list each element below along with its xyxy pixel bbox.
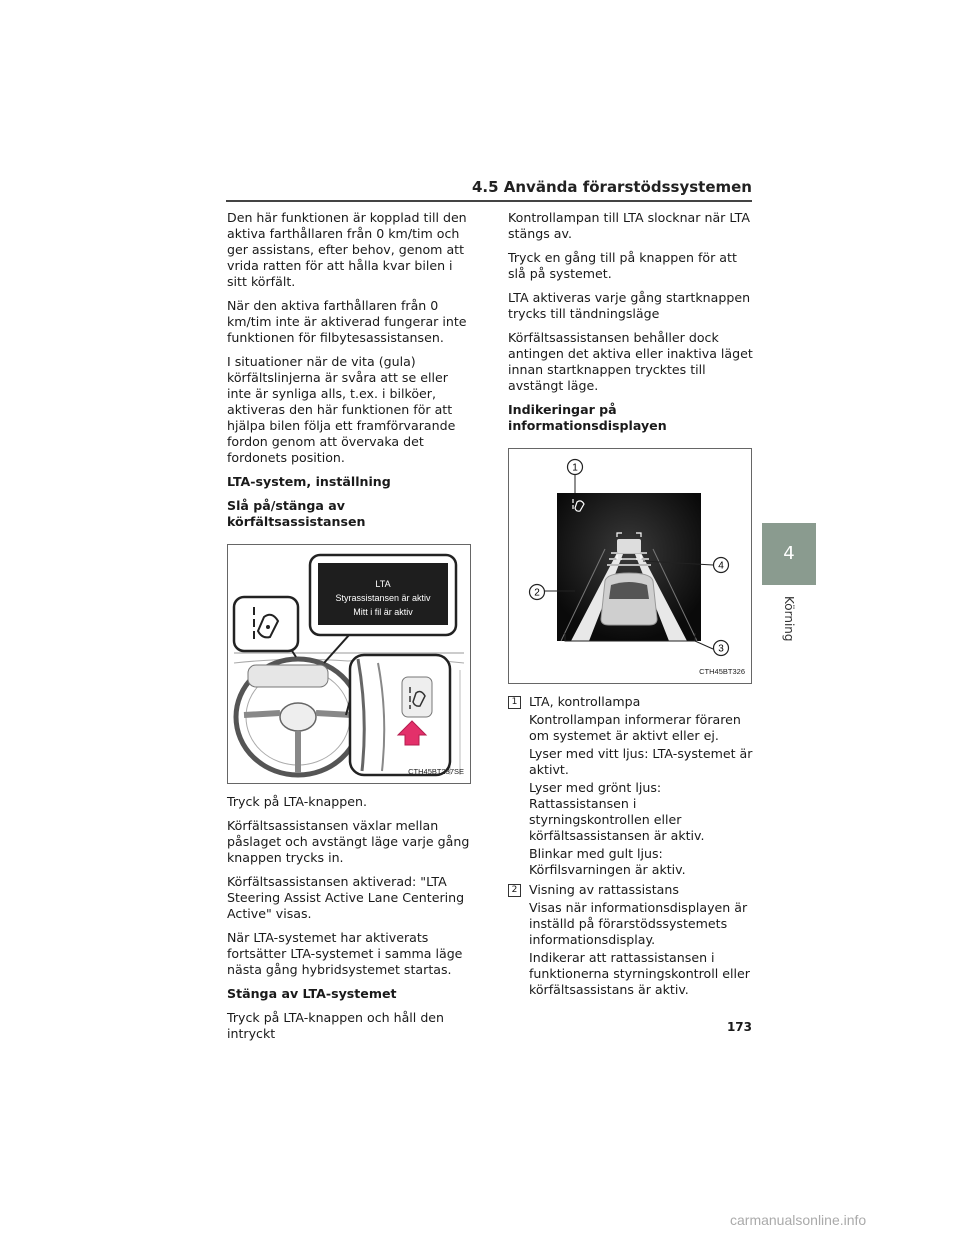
- figure-code: CTH45BT326: [699, 667, 745, 676]
- callout-line: Kontrollampan informerar föraren om systemet är aktivt eller ej.: [529, 712, 741, 743]
- paragraph-hold-button: Tryck på LTA-knappen och håll den intryckt: [227, 1010, 445, 1041]
- chapter-number: 4: [783, 543, 795, 564]
- callout-number: 2: [508, 884, 521, 897]
- chapter-label: [780, 596, 800, 656]
- chapter-label-text: Körning: [782, 596, 796, 642]
- heading-turn-off-lta: Stänga av LTA-systemet: [227, 986, 397, 1001]
- left-column: [227, 210, 473, 1050]
- paragraph-activated: Körfältsassistansen aktiverad: "LTA Steering Assist Active Lane Centering Active" visas.: [227, 874, 465, 921]
- marker-1: [568, 460, 583, 494]
- callout-line: Lyser med grönt ljus: Rattassistansen i styrningskontrollen eller körfältsassistansen är aktiv.: [529, 780, 705, 843]
- popup-title: LTA: [375, 579, 391, 589]
- callout-line: Visas när informationsdisplayen är inställd på förarstödssystemets informationsdisplay.: [529, 900, 748, 947]
- marker-1-label: 1: [572, 462, 578, 474]
- steering-wheel-figure: [227, 544, 471, 784]
- page-number: 173: [726, 1020, 752, 1034]
- marker-3-label: 3: [718, 643, 724, 655]
- marker-2-label: 2: [534, 587, 540, 599]
- figure-code: CTH45BT237SE: [408, 767, 464, 776]
- steering-wheel-illustration: [228, 545, 470, 783]
- callout-title: LTA, kontrollampa: [529, 694, 641, 709]
- heading-toggle-lta: Slå på/stänga av körfältsassistansen: [227, 498, 366, 529]
- paragraph-toggle: Körfältsassistansen växlar mellan påslaget och avstängt läge varje gång knappen trycks in.: [227, 818, 470, 865]
- paragraph-press-button: Tryck på LTA-knappen.: [227, 794, 367, 809]
- callout-line: Blinkar med gult ljus: Körfilsvarningen är aktiv.: [529, 846, 686, 877]
- paragraph-keeps-state: Körfältsassistansen behåller dock antingen det aktiva eller inaktiva läget innan startknappen trycktes till avstängt läge.: [508, 330, 753, 393]
- paragraph-turn-on-again: Tryck en gång till på knappen för att slå på systemet.: [508, 250, 737, 281]
- marker-4-label: 4: [718, 560, 724, 572]
- callout-line: Lyser med vitt ljus: LTA-systemet är aktivt.: [529, 746, 753, 777]
- callout-item-1: [508, 694, 754, 878]
- paragraph-lamp-off: Kontrollampan till LTA slocknar när LTA stängs av.: [508, 210, 750, 241]
- watermark: carmanualsonline.info: [730, 1212, 867, 1228]
- header-rule: [226, 200, 752, 202]
- heading-display-indications: Indikeringar på informationsdisplayen: [508, 402, 667, 433]
- popup-line-steering: Styrassistansen är aktiv: [335, 593, 431, 603]
- paragraph-lane-lines: I situationer när de vita (gula) körfältslinjerna är svåra att se eller inte är synliga alls, t.ex. i bilköer, aktiveras den här funktionen för att hjälpa bilen följa ett framförvarande fordon genom att övervaka det fordonets position.: [227, 354, 456, 465]
- paragraph-same-mode: När LTA-systemet har aktiverats fortsätter LTA-systemet i samma läge nästa gång hybridsystemet startas.: [227, 930, 463, 977]
- paragraph-activates-on-start: LTA aktiveras varje gång startknappen trycks till tändningsläge: [508, 290, 751, 321]
- info-display-illustration: [509, 449, 751, 683]
- right-column: [508, 210, 754, 1002]
- intro-paragraph: Den här funktionen är kopplad till den aktiva farthållaren från 0 km/tim och ger assistans, efter behov, genom att vrida ratten för att hålla kvar bilen i sitt körfält.: [227, 210, 467, 289]
- paragraph-inactive: När den aktiva farthållaren från 0 km/tim inte är aktiverad fungerar inte funktionen för filbytesassistansen.: [227, 298, 467, 345]
- heading-lta-settings: LTA-system, inställning: [227, 474, 391, 489]
- callout-number: 1: [508, 696, 521, 709]
- callout-item-2: [508, 882, 754, 998]
- info-display-figure: [508, 448, 752, 684]
- popup-line-center: Mitt i fil är aktiv: [353, 607, 413, 617]
- callout-title: Visning av rattassistans: [529, 882, 679, 897]
- section-header: 4.5 Använda förarstödssystemen: [471, 178, 752, 196]
- callout-line: Indikerar att rattassistansen i funktionerna styrningskontroll eller körfältsassistans är aktiv.: [529, 950, 750, 997]
